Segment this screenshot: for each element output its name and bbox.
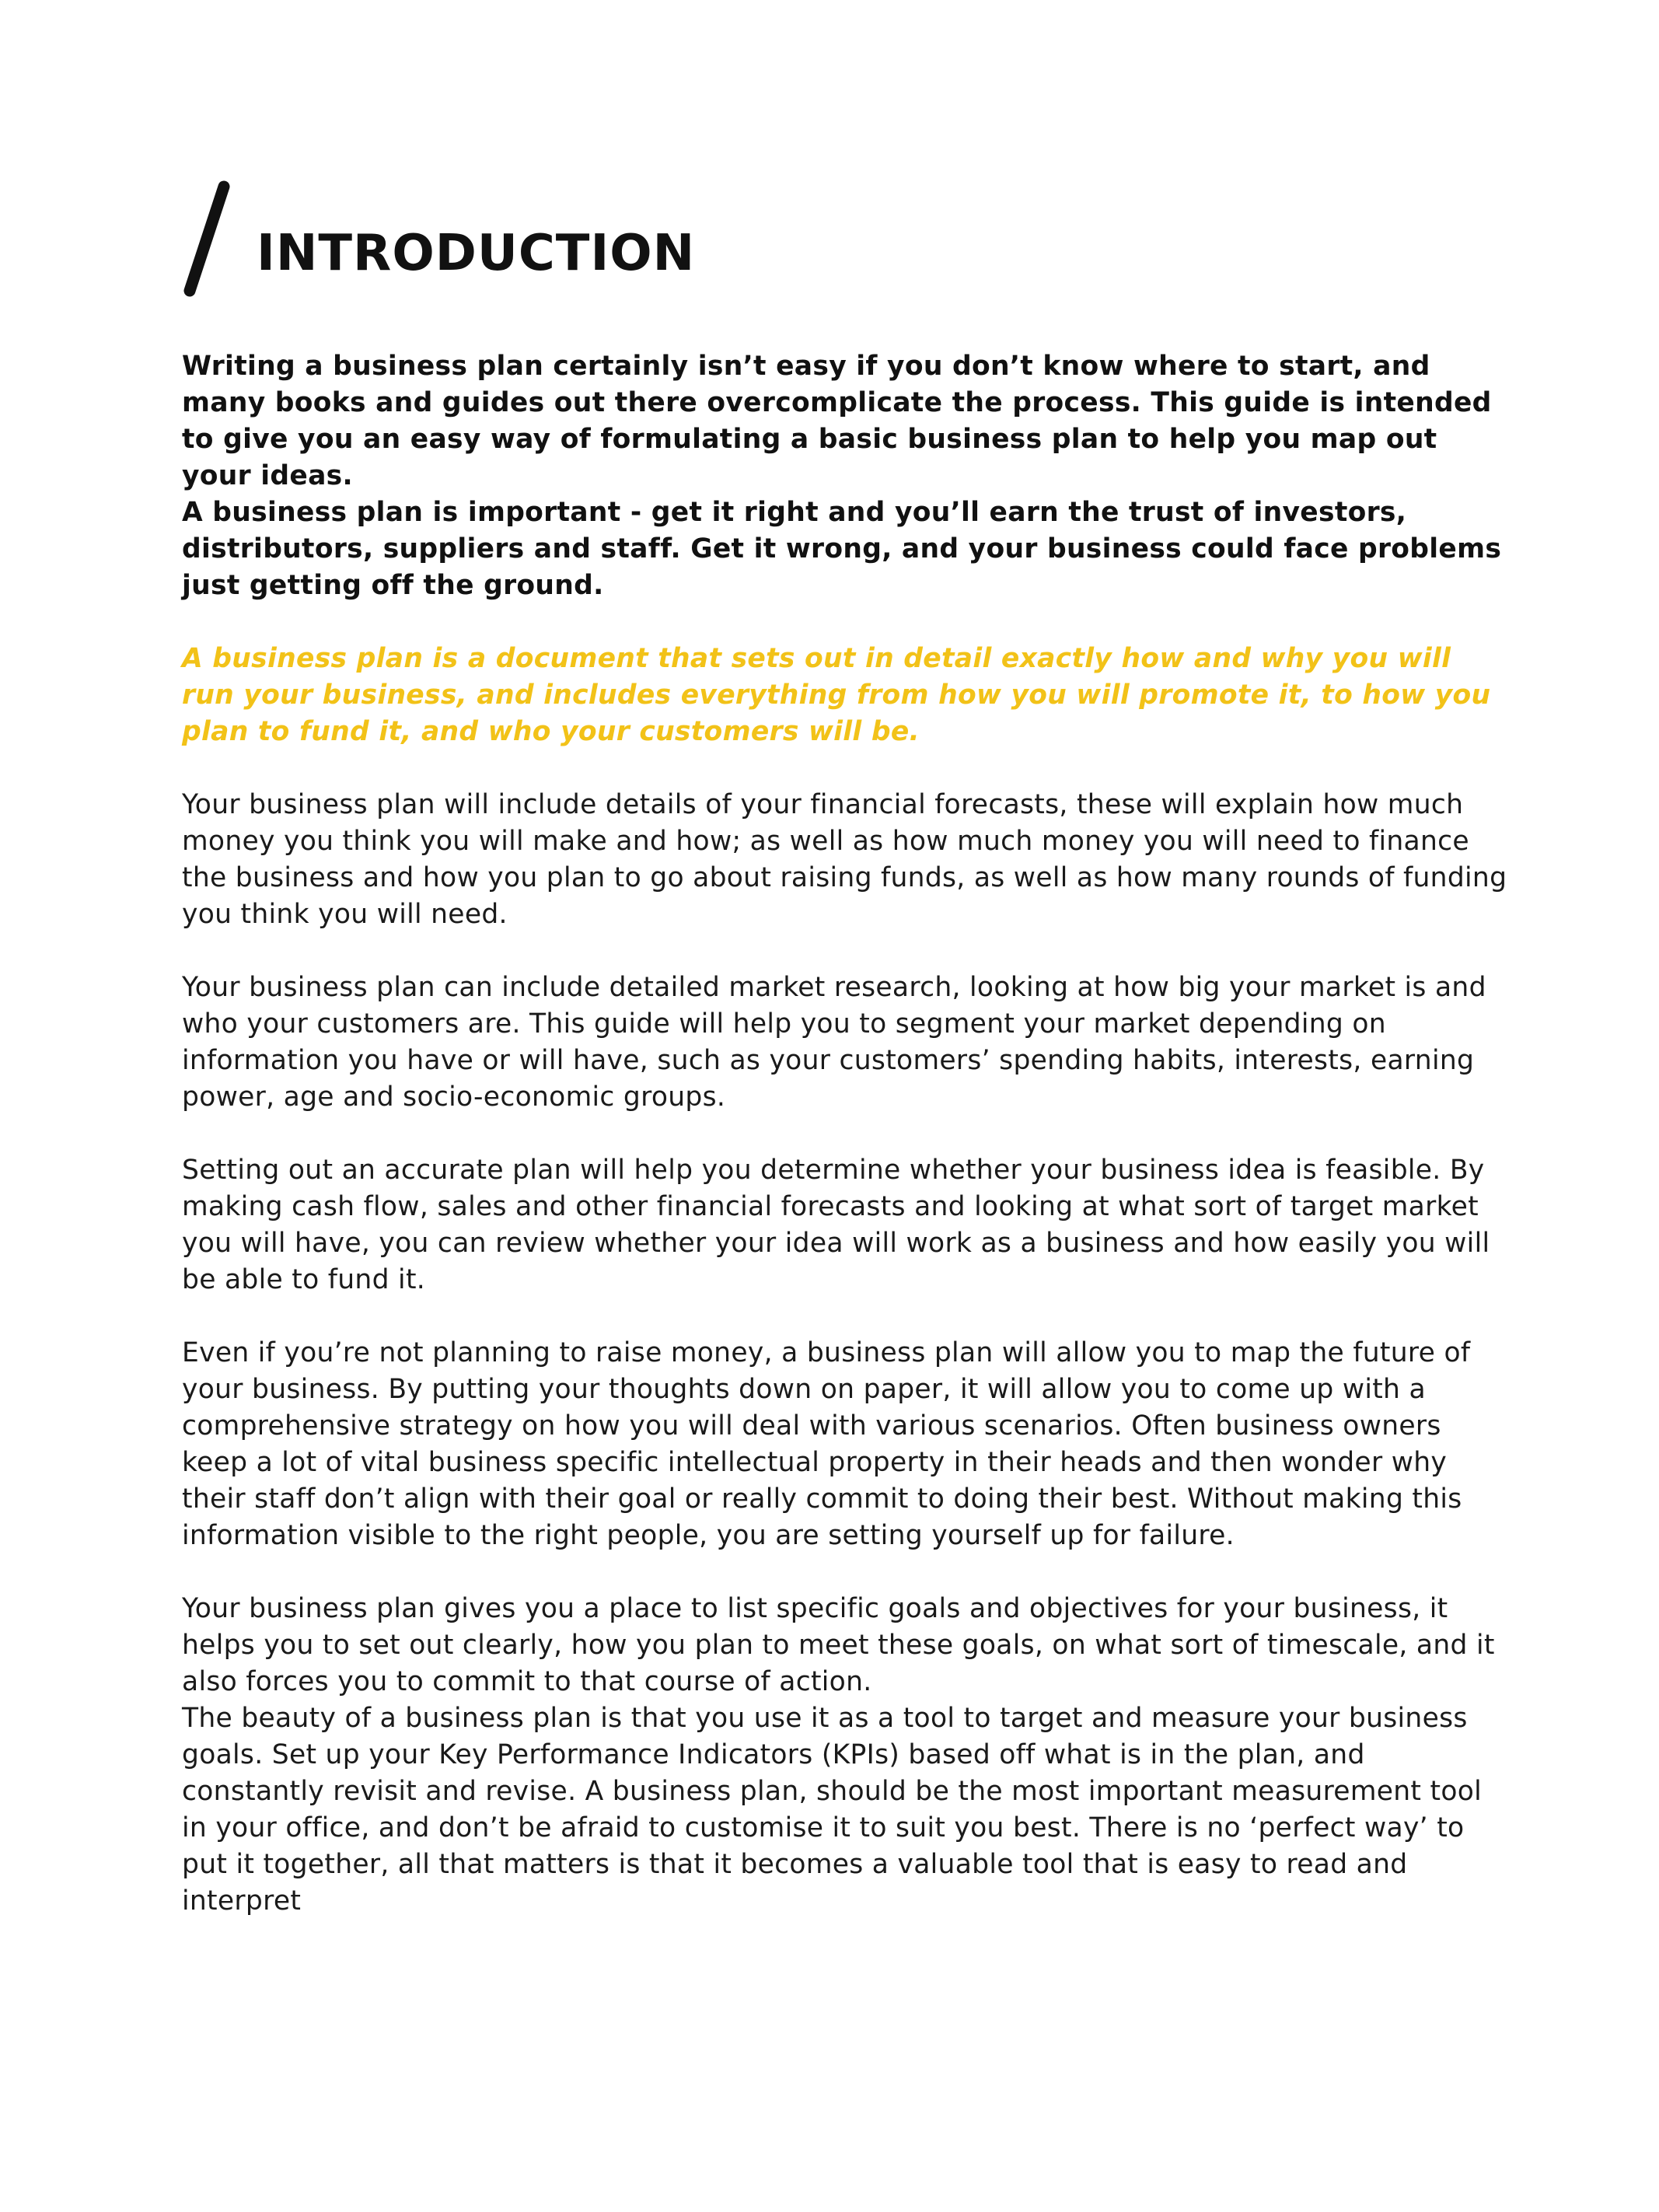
- highlight-quote: A business plan is a document that sets out in detail exactly how and why you will run your business, and includes everything from how you will promote it, to how you plan to fund it, and who your customers will be.: [182, 643, 1491, 747]
- paragraph-spacer: [182, 1554, 1511, 1591]
- body-paragraph: Setting out an accurate plan will help you determine whether your business idea is feasible. By making cash flow, sales and other financial forecasts and looking at what sort of target market you will have, you can review whether your idea will work as a business and how easily you will be able to fund it.: [182, 1155, 1490, 1295]
- article-body: [182, 348, 1511, 1920]
- slash-icon: [180, 180, 235, 297]
- paragraph-spacer: [182, 1298, 1511, 1335]
- paragraph-spacer: [182, 604, 1511, 641]
- body-paragraph: Your business plan can include detailed market research, looking at how big your market is and who your customers are. This guide will help you to segment your market depending on information you have or will have, such as your customers’ spending habits, interests, earning power, age and socio-economic groups.: [182, 972, 1486, 1113]
- paragraph-spacer: [182, 750, 1511, 787]
- body-paragraph: Even if you’re not planning to raise money, a business plan will allow you to map the future of your business. By putting your thoughts down on paper, it will allow you to come up with a comprehensive strategy on how you will deal with various scenarios. Often business owners keep a lot of vital business specific intellectual property in their heads and then wonder why their staff don’t align with their goal or really commit to doing their best. Without making this information visible to the right people, you are setting yourself up for failure.: [182, 1337, 1471, 1551]
- paragraph-spacer: [182, 1116, 1511, 1152]
- paragraph-spacer: [182, 933, 1511, 970]
- section-heading: [180, 180, 695, 297]
- body-paragraph: The beauty of a business plan is that you use it as a tool to target and measure your business goals. Set up your Key Performance Indicators (KPIs) based off what is in the plan, and constantly revisit and revise. A business plan, should be the most important measurement tool in your office, and don’t be afraid to customise it to suit you best. There is no ‘perfect way’ to put it together, all that matters is that it becomes a valuable tool that is easy to read and interpret: [182, 1703, 1483, 1917]
- page-title: INTRODUCTION: [257, 225, 696, 282]
- intro-paragraph: A business plan is important - get it right and you’ll earn the trust of investors, distributors, suppliers and staff. Get it wrong, and your business could face problems just getting off the ground.: [182, 497, 1502, 601]
- body-paragraph: Your business plan will include details of your financial forecasts, these will explain how much money you think you will make and how; as well as how much money you will need to finance the business and how you plan to go about raising funds, as well as how many rounds of funding you think you will need.: [182, 789, 1507, 930]
- intro-paragraph: Writing a business plan certainly isn’t easy if you don’t know where to start, and many books and guides out there overcomplicate the process. This guide is intended to give you an easy way of formulating a basic business plan to help you map out your ideas.: [182, 351, 1492, 491]
- body-paragraph: Your business plan gives you a place to list specific goals and objectives for your business, it helps you to set out clearly, how you plan to meet these goals, on what sort of timescale, and it also forces you to commit to that course of action.: [182, 1593, 1495, 1697]
